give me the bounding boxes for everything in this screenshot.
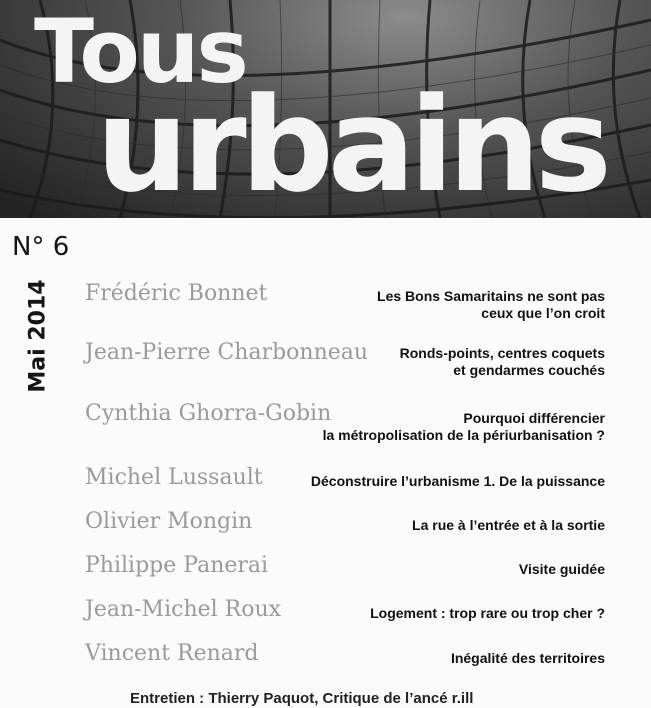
author-name: Michel Lussault bbox=[85, 465, 263, 490]
masthead-line-2: urbains bbox=[96, 69, 606, 218]
interview-line: Entretien : Thierry Paquot, Critique de l’ancé r.ill bbox=[130, 690, 474, 707]
article-title bbox=[370, 605, 605, 622]
article-title-line: Déconstruire l’urbanisme 1. De la puissance bbox=[310, 473, 605, 489]
article-title-line: Inégalité des territoires bbox=[450, 650, 605, 666]
article-title-line: Pourquoi différencier bbox=[463, 410, 605, 426]
article-title bbox=[400, 345, 605, 379]
article-title bbox=[323, 410, 605, 444]
article-title-line: Les Bons Samaritains ne sont pas bbox=[377, 288, 605, 304]
article-title bbox=[519, 561, 605, 578]
article-title-line: la métropolisation de la périurbanisation ? bbox=[322, 427, 605, 443]
article-title-line: ceux que l’on croit bbox=[481, 305, 605, 321]
author-name: Jean-Michel Roux bbox=[85, 597, 282, 622]
article-title bbox=[412, 517, 605, 534]
article-title-line: La rue à l’entrée et à la sortie bbox=[412, 517, 605, 533]
issue-date: Mai 2014 bbox=[25, 279, 51, 393]
article-title bbox=[451, 650, 605, 667]
masthead-line-1: Tous bbox=[34, 0, 246, 103]
article-title bbox=[377, 288, 605, 322]
author-name: Philippe Panerai bbox=[85, 553, 269, 578]
author-name: Cynthia Ghorra-Gobin bbox=[85, 401, 332, 426]
author-name: Vincent Renard bbox=[85, 641, 259, 666]
article-title-line: Ronds-points, centres coquets bbox=[399, 345, 605, 361]
issue-number: N° 6 bbox=[12, 232, 70, 262]
article-title-line: et gendarmes couchés bbox=[453, 362, 605, 378]
article-title bbox=[311, 473, 605, 490]
cover-banner bbox=[0, 0, 651, 218]
article-title-line: Visite guidée bbox=[518, 561, 605, 577]
author-name: Frédéric Bonnet bbox=[85, 281, 268, 306]
article-title-line: Logement : trop rare ou trop cher ? bbox=[370, 605, 605, 621]
author-name: Jean-Pierre Charbonneau bbox=[85, 340, 369, 365]
author-name: Olivier Mongin bbox=[85, 509, 253, 534]
